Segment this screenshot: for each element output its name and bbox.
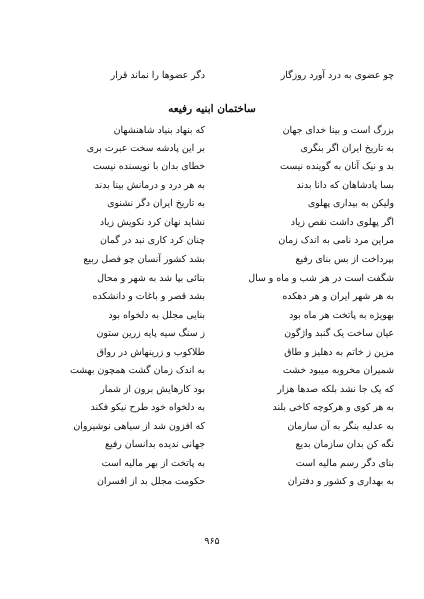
verse-row [30,288,394,306]
hemistich-second: به تاریخ ایران دگر نشنوی [107,198,205,209]
hemistich-second: دگر عضوها را نماند قرار [110,70,205,81]
verse-row [30,455,394,473]
hemistich-first: چو عضوی به درد آورد روزگار [280,70,394,81]
verse-row [30,325,394,343]
hemistich-second: بشد کشور آنسان چو فصل ربیع [83,254,205,265]
verse-row [30,418,394,436]
verse-row [30,307,394,325]
hemistich-second: حکومت مجلل بد از افسران [96,476,205,487]
hemistich-first: بنای دگر رسم مالیه است [295,458,394,469]
verse-row [30,140,394,158]
hemistich-first: مزین ز خاتم به دهلیز و طاق [284,347,394,358]
hemistich-second: جهانی ندیده بدانسان رفیع [105,439,205,450]
verse-row [30,214,394,232]
verse-row [30,362,394,380]
verse-row [30,195,394,213]
hemistich-first: به بهداری و کشور و دفتران [287,476,394,487]
verse-row [30,232,394,250]
verse-row [30,158,394,176]
page-number: ۹۶۵ [204,536,220,547]
hemistich-second: بنایی مجلل به دلخواه بود [108,310,205,321]
hemistich-first: بزرگ است و بینا خدای جهان [282,125,394,136]
hemistich-first: به تاریخ ایران اگر بنگری [300,143,394,154]
hemistich-second: بر این پادشه سخت عبرت بری [86,143,205,154]
verse-row [30,251,394,269]
top-verse [30,67,394,85]
hemistich-first: شگفت است در هر شب و ماه و سال [248,273,394,284]
hemistich-first: که یک جا نشد بلکه صدها هزار [277,384,394,395]
hemistich-second: چنان کرد کاری نبد در گمان [100,235,205,246]
hemistich-second: که بنهاد بنیاد شاهنشهان [113,125,205,136]
hemistich-second: خطای بدان با نویسنده نیست [92,161,205,172]
hemistich-first: شمیران مخروبه میبود خشت [282,365,394,376]
hemistich-second: به پاتخت از بهر مالیه است [101,458,205,469]
hemistich-second: بود کارهایش برون از شمار [100,384,205,395]
hemistich-second: به هر درد و درمانش بینا بدند [94,180,205,191]
verse-row [30,344,394,362]
hemistich-second: به اندک زمان گشت همچون بهشت [69,365,205,376]
hemistich-second: ز سنگ سیه پایه زرین ستون [96,328,205,339]
hemistich-first: مراین مرد نامی به اندک زمان [278,235,394,246]
hemistich-second: بشد قصر و باغات و دانشکده [92,291,205,302]
verse-row [30,436,394,454]
hemistich-first: به عدلیه بنگر به آن سازمان [287,421,394,432]
hemistich-first: نگه کن بدان سازمان بدیع [295,439,394,450]
hemistich-first: ولیکن به بیداری پهلوی [307,198,394,209]
verse-row [30,177,394,195]
verse-row [30,122,394,140]
hemistich-first: عیان ساخت یک گنبد واژگون [284,328,394,339]
verse-row [30,381,394,399]
hemistich-first: بد و نیک آنان به گوینده نیست [280,161,394,172]
section-title: ساختمان ابنیه رفیعه [168,103,256,115]
hemistich-first: بهویژه به پاتخت هر ماه بود [289,310,394,321]
hemistich-second: نشاید نهان کرد نکویش زیاد [99,217,205,228]
hemistich-second: طلاکوب و زرینهاش در رواق [96,347,205,358]
hemistich-first: بسا پادشاهان که دانا بدند [296,180,394,191]
hemistich-first: به هر کوی و هرکوچه کاخی بلند [272,402,394,413]
hemistich-second: بنائی بپا شد به شهر و محال [97,273,205,284]
verse-row [30,399,394,417]
hemistich-first: اگر پهلوی داشت نقص زیاد [290,217,394,228]
hemistich-first: بپرداخت از بس بنای رفیع [295,254,394,265]
hemistich-second: به دلخواه خود طرح نیکو فکند [90,402,205,413]
hemistich-second: که افزون شد از سیاهی نوشیروان [73,421,205,432]
verse-row [30,270,394,288]
verse-row [30,473,394,491]
hemistich-first: به هر شهر ایران و هر دهکده [282,291,394,302]
